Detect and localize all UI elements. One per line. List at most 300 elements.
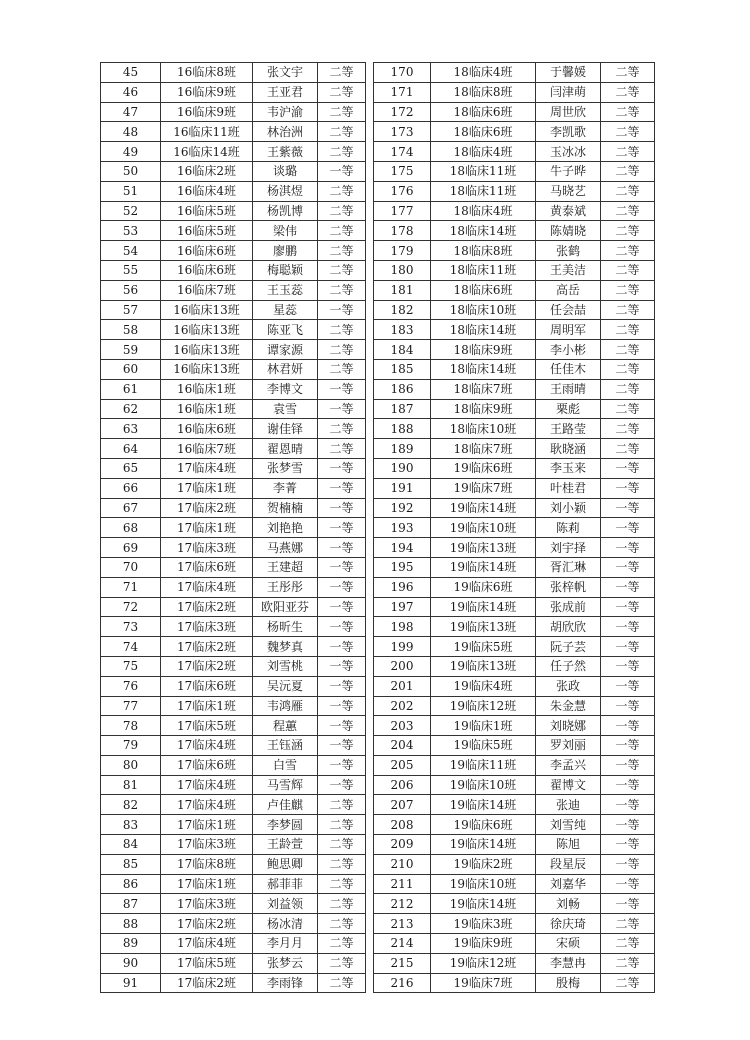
- cell-number: 186: [374, 379, 431, 399]
- cell-name: 周明军: [536, 320, 601, 340]
- cell-class: 18临床14班: [431, 359, 536, 379]
- cell-name: 任佳木: [536, 359, 601, 379]
- cell-class: 19临床12班: [431, 953, 536, 973]
- cell-class: 18临床6班: [431, 122, 536, 142]
- table-row: [374, 854, 655, 874]
- cell-award-level: 一等: [601, 736, 655, 756]
- cell-name: 李博文: [253, 379, 318, 399]
- cell-award-level: 一等: [601, 874, 655, 894]
- cell-class: 19临床14班: [431, 597, 536, 617]
- cell-award-level: 一等: [318, 577, 366, 597]
- cell-class: 17临床1班: [161, 478, 253, 498]
- table-row: [101, 201, 366, 221]
- cell-name: 任子然: [536, 656, 601, 676]
- table-row: [374, 656, 655, 676]
- cell-award-level: 一等: [318, 617, 366, 637]
- cell-name: 李梦圆: [253, 815, 318, 835]
- table-row: [374, 82, 655, 102]
- cell-award-level: 二等: [318, 122, 366, 142]
- cell-name: 王紫薇: [253, 142, 318, 162]
- cell-name: 张鹤: [536, 241, 601, 261]
- cell-award-level: 二等: [318, 82, 366, 102]
- table-row: [101, 775, 366, 795]
- table-row: [101, 835, 366, 855]
- cell-number: 83: [101, 815, 161, 835]
- cell-award-level: 一等: [318, 557, 366, 577]
- cell-name: 刘雪纯: [536, 815, 601, 835]
- cell-number: 195: [374, 557, 431, 577]
- cell-number: 171: [374, 82, 431, 102]
- cell-award-level: 二等: [601, 359, 655, 379]
- cell-award-level: 一等: [318, 775, 366, 795]
- cell-number: 72: [101, 597, 161, 617]
- cell-class: 18临床10班: [431, 419, 536, 439]
- cell-name: 任会喆: [536, 300, 601, 320]
- table-row: [101, 577, 366, 597]
- table-row: [374, 914, 655, 934]
- cell-number: 53: [101, 221, 161, 241]
- cell-class: 16临床5班: [161, 201, 253, 221]
- cell-class: 16临床6班: [161, 419, 253, 439]
- cell-award-level: 一等: [318, 676, 366, 696]
- table-row: [101, 934, 366, 954]
- cell-class: 17临床3班: [161, 617, 253, 637]
- cell-number: 177: [374, 201, 431, 221]
- cell-award-level: 二等: [601, 914, 655, 934]
- cell-award-level: 二等: [318, 835, 366, 855]
- cell-name: 刘畅: [536, 894, 601, 914]
- cell-class: 19临床6班: [431, 458, 536, 478]
- cell-number: 216: [374, 973, 431, 993]
- cell-award-level: 一等: [318, 656, 366, 676]
- cell-number: 69: [101, 538, 161, 558]
- cell-award-level: 二等: [601, 340, 655, 360]
- cell-award-level: 二等: [318, 439, 366, 459]
- cell-class: 19临床14班: [431, 795, 536, 815]
- table-row: [101, 597, 366, 617]
- cell-name: 栗彪: [536, 399, 601, 419]
- cell-number: 64: [101, 439, 161, 459]
- cell-name: 白雪: [253, 755, 318, 775]
- cell-award-level: 二等: [318, 419, 366, 439]
- table-row: [374, 934, 655, 954]
- cell-number: 213: [374, 914, 431, 934]
- table-row: [374, 775, 655, 795]
- table-row: [101, 320, 366, 340]
- cell-award-level: 二等: [318, 320, 366, 340]
- table-row: [101, 736, 366, 756]
- cell-name: 张政: [536, 676, 601, 696]
- cell-name: 朱金慧: [536, 696, 601, 716]
- cell-class: 16临床8班: [161, 63, 253, 83]
- cell-number: 191: [374, 478, 431, 498]
- cell-number: 74: [101, 637, 161, 657]
- table-row: [101, 122, 366, 142]
- cell-number: 184: [374, 340, 431, 360]
- cell-award-level: 一等: [601, 696, 655, 716]
- cell-class: 17临床1班: [161, 696, 253, 716]
- cell-name: 林治洲: [253, 122, 318, 142]
- cell-class: 19临床5班: [431, 736, 536, 756]
- cell-number: 60: [101, 359, 161, 379]
- cell-class: 17临床2班: [161, 914, 253, 934]
- cell-name: 刘艳艳: [253, 518, 318, 538]
- cell-number: 57: [101, 300, 161, 320]
- cell-class: 18临床11班: [431, 260, 536, 280]
- cell-number: 204: [374, 736, 431, 756]
- cell-name: 王亚君: [253, 82, 318, 102]
- cell-number: 187: [374, 399, 431, 419]
- cell-number: 63: [101, 419, 161, 439]
- cell-award-level: 二等: [601, 934, 655, 954]
- cell-award-level: 一等: [318, 538, 366, 558]
- table-row: [374, 597, 655, 617]
- table-row: [374, 874, 655, 894]
- cell-class: 19临床10班: [431, 518, 536, 538]
- cell-class: 18临床8班: [431, 241, 536, 261]
- table-row: [374, 577, 655, 597]
- cell-class: 17临床2班: [161, 656, 253, 676]
- table-row: [374, 260, 655, 280]
- cell-class: 17临床3班: [161, 835, 253, 855]
- cell-name: 耿晓涵: [536, 439, 601, 459]
- table-row: [101, 458, 366, 478]
- cell-name: 梅聪颖: [253, 260, 318, 280]
- cell-award-level: 二等: [601, 280, 655, 300]
- cell-name: 周世欣: [536, 102, 601, 122]
- cell-class: 19临床14班: [431, 557, 536, 577]
- cell-number: 196: [374, 577, 431, 597]
- cell-award-level: 一等: [318, 399, 366, 419]
- cell-name: 刘嘉华: [536, 874, 601, 894]
- cell-award-level: 一等: [601, 716, 655, 736]
- cell-number: 209: [374, 835, 431, 855]
- cell-award-level: 二等: [318, 815, 366, 835]
- cell-award-level: 二等: [601, 320, 655, 340]
- table-row: [101, 894, 366, 914]
- cell-name: 杨昕生: [253, 617, 318, 637]
- cell-class: 18临床4班: [431, 201, 536, 221]
- cell-award-level: 二等: [601, 201, 655, 221]
- cell-class: 18临床6班: [431, 102, 536, 122]
- table-row: [101, 637, 366, 657]
- cell-name: 鲍思卿: [253, 854, 318, 874]
- cell-name: 梁伟: [253, 221, 318, 241]
- cell-name: 李菁: [253, 478, 318, 498]
- cell-award-level: 一等: [601, 617, 655, 637]
- cell-name: 李慧冉: [536, 953, 601, 973]
- table-row: [101, 518, 366, 538]
- cell-award-level: 二等: [601, 973, 655, 993]
- cell-number: 200: [374, 656, 431, 676]
- cell-award-level: 二等: [601, 142, 655, 162]
- cell-award-level: 一等: [318, 696, 366, 716]
- cell-name: 黄泰斌: [536, 201, 601, 221]
- table-row: [101, 439, 366, 459]
- cell-number: 192: [374, 498, 431, 518]
- cell-name: 魏梦真: [253, 637, 318, 657]
- cell-award-level: 一等: [318, 161, 366, 181]
- table-row: [374, 617, 655, 637]
- left-award-table: [100, 62, 366, 993]
- cell-name: 王雨晴: [536, 379, 601, 399]
- cell-number: 211: [374, 874, 431, 894]
- cell-class: 17临床4班: [161, 458, 253, 478]
- cell-class: 16临床11班: [161, 122, 253, 142]
- cell-number: 190: [374, 458, 431, 478]
- cell-name: 王彤彤: [253, 577, 318, 597]
- cell-class: 16临床1班: [161, 399, 253, 419]
- cell-number: 214: [374, 934, 431, 954]
- cell-class: 17临床6班: [161, 676, 253, 696]
- cell-name: 杨冰清: [253, 914, 318, 934]
- cell-class: 18临床8班: [431, 82, 536, 102]
- table-row: [374, 676, 655, 696]
- table-row: [101, 181, 366, 201]
- cell-name: 谭家源: [253, 340, 318, 360]
- cell-award-level: 一等: [601, 755, 655, 775]
- cell-award-level: 二等: [601, 379, 655, 399]
- cell-class: 19临床14班: [431, 894, 536, 914]
- cell-number: 62: [101, 399, 161, 419]
- cell-name: 李孟兴: [536, 755, 601, 775]
- cell-class: 18临床4班: [431, 63, 536, 83]
- cell-number: 70: [101, 557, 161, 577]
- cell-award-level: 二等: [601, 122, 655, 142]
- cell-award-level: 二等: [318, 973, 366, 993]
- cell-class: 17临床4班: [161, 934, 253, 954]
- cell-class: 17临床8班: [161, 854, 253, 874]
- cell-class: 19临床6班: [431, 577, 536, 597]
- cell-name: 李凯歌: [536, 122, 601, 142]
- cell-award-level: 一等: [318, 379, 366, 399]
- cell-award-level: 一等: [318, 736, 366, 756]
- table-row: [101, 914, 366, 934]
- cell-class: 17临床5班: [161, 716, 253, 736]
- table-row: [374, 498, 655, 518]
- cell-class: 19临床13班: [431, 617, 536, 637]
- cell-award-level: 二等: [601, 161, 655, 181]
- cell-number: 48: [101, 122, 161, 142]
- table-row: [101, 538, 366, 558]
- cell-award-level: 二等: [601, 63, 655, 83]
- cell-award-level: 二等: [318, 181, 366, 201]
- cell-award-level: 一等: [318, 597, 366, 617]
- cell-award-level: 一等: [601, 835, 655, 855]
- cell-number: 65: [101, 458, 161, 478]
- cell-class: 19临床2班: [431, 854, 536, 874]
- cell-name: 宋硕: [536, 934, 601, 954]
- cell-name: 林君妍: [253, 359, 318, 379]
- cell-class: 19临床13班: [431, 538, 536, 558]
- cell-award-level: 二等: [318, 102, 366, 122]
- cell-class: 19临床12班: [431, 696, 536, 716]
- cell-award-level: 二等: [318, 934, 366, 954]
- cell-class: 17临床4班: [161, 736, 253, 756]
- cell-name: 王钰涵: [253, 736, 318, 756]
- cell-number: 185: [374, 359, 431, 379]
- cell-award-level: 二等: [318, 854, 366, 874]
- cell-class: 18临床14班: [431, 320, 536, 340]
- cell-class: 19临床6班: [431, 815, 536, 835]
- cell-number: 78: [101, 716, 161, 736]
- cell-number: 59: [101, 340, 161, 360]
- cell-class: 16临床2班: [161, 161, 253, 181]
- cell-class: 17临床2班: [161, 637, 253, 657]
- cell-number: 208: [374, 815, 431, 835]
- cell-class: 17临床1班: [161, 518, 253, 538]
- table-row: [374, 953, 655, 973]
- cell-number: 206: [374, 775, 431, 795]
- cell-award-level: 二等: [318, 795, 366, 815]
- table-row: [101, 617, 366, 637]
- cell-name: 陈亚飞: [253, 320, 318, 340]
- cell-name: 殷梅: [536, 973, 601, 993]
- cell-award-level: 一等: [601, 597, 655, 617]
- table-row: [101, 161, 366, 181]
- cell-class: 16临床6班: [161, 241, 253, 261]
- cell-award-level: 二等: [318, 359, 366, 379]
- cell-award-level: 二等: [601, 260, 655, 280]
- cell-number: 77: [101, 696, 161, 716]
- cell-number: 173: [374, 122, 431, 142]
- cell-class: 18临床10班: [431, 300, 536, 320]
- cell-number: 180: [374, 260, 431, 280]
- cell-class: 19临床10班: [431, 775, 536, 795]
- cell-class: 16临床14班: [161, 142, 253, 162]
- cell-name: 杨凯博: [253, 201, 318, 221]
- table-row: [374, 795, 655, 815]
- cell-class: 16临床7班: [161, 280, 253, 300]
- cell-name: 罗刘丽: [536, 736, 601, 756]
- cell-name: 王玉蕊: [253, 280, 318, 300]
- table-row: [374, 201, 655, 221]
- cell-class: 16临床13班: [161, 359, 253, 379]
- cell-name: 玉冰冰: [536, 142, 601, 162]
- table-row: [101, 399, 366, 419]
- table-row: [101, 359, 366, 379]
- cell-class: 18临床14班: [431, 221, 536, 241]
- cell-number: 170: [374, 63, 431, 83]
- cell-number: 199: [374, 637, 431, 657]
- cell-name: 张梦云: [253, 953, 318, 973]
- table-row: [374, 458, 655, 478]
- cell-class: 18临床4班: [431, 142, 536, 162]
- cell-award-level: 一等: [601, 854, 655, 874]
- cell-name: 翟恩晴: [253, 439, 318, 459]
- cell-number: 179: [374, 241, 431, 261]
- table-row: [374, 439, 655, 459]
- cell-award-level: 二等: [318, 142, 366, 162]
- cell-class: 19临床1班: [431, 716, 536, 736]
- cell-name: 袁雪: [253, 399, 318, 419]
- table-row: [374, 142, 655, 162]
- table-row: [374, 557, 655, 577]
- cell-name: 谢佳铎: [253, 419, 318, 439]
- cell-number: 194: [374, 538, 431, 558]
- table-row: [101, 63, 366, 83]
- cell-class: 19临床10班: [431, 874, 536, 894]
- cell-name: 李玉来: [536, 458, 601, 478]
- table-row: [101, 696, 366, 716]
- cell-award-level: 一等: [601, 775, 655, 795]
- table-row: [101, 557, 366, 577]
- cell-class: 17临床2班: [161, 597, 253, 617]
- table-row: [374, 102, 655, 122]
- cell-name: 王美洁: [536, 260, 601, 280]
- cell-name: 胡欣欣: [536, 617, 601, 637]
- cell-number: 86: [101, 874, 161, 894]
- cell-award-level: 一等: [601, 676, 655, 696]
- cell-class: 17临床2班: [161, 498, 253, 518]
- cell-name: 闫津萌: [536, 82, 601, 102]
- cell-name: 高岳: [536, 280, 601, 300]
- cell-award-level: 一等: [601, 538, 655, 558]
- cell-award-level: 一等: [601, 478, 655, 498]
- cell-award-level: 一等: [318, 300, 366, 320]
- cell-number: 56: [101, 280, 161, 300]
- cell-name: 马晓艺: [536, 181, 601, 201]
- cell-name: 张成前: [536, 597, 601, 617]
- cell-name: 贺楠楠: [253, 498, 318, 518]
- cell-class: 17临床1班: [161, 874, 253, 894]
- table-row: [101, 716, 366, 736]
- cell-number: 73: [101, 617, 161, 637]
- cell-number: 201: [374, 676, 431, 696]
- cell-award-level: 二等: [601, 953, 655, 973]
- cell-number: 178: [374, 221, 431, 241]
- cell-award-level: 一等: [318, 755, 366, 775]
- cell-name: 廖鹏: [253, 241, 318, 261]
- cell-class: 19临床7班: [431, 973, 536, 993]
- table-row: [374, 894, 655, 914]
- table-row: [374, 755, 655, 775]
- table-row: [374, 736, 655, 756]
- cell-number: 80: [101, 755, 161, 775]
- cell-award-level: 一等: [318, 518, 366, 538]
- table-row: [374, 538, 655, 558]
- cell-number: 89: [101, 934, 161, 954]
- cell-class: 18临床7班: [431, 439, 536, 459]
- cell-number: 45: [101, 63, 161, 83]
- cell-award-level: 一等: [318, 498, 366, 518]
- cell-award-level: 二等: [318, 340, 366, 360]
- cell-class: 19临床3班: [431, 914, 536, 934]
- cell-name: 胥汇琳: [536, 557, 601, 577]
- table-row: [374, 379, 655, 399]
- table-row: [101, 102, 366, 122]
- cell-number: 210: [374, 854, 431, 874]
- table-row: [374, 181, 655, 201]
- cell-class: 19临床9班: [431, 934, 536, 954]
- cell-class: 18临床9班: [431, 340, 536, 360]
- table-row: [374, 478, 655, 498]
- table-row: [374, 716, 655, 736]
- cell-award-level: 一等: [601, 815, 655, 835]
- cell-class: 19临床4班: [431, 676, 536, 696]
- cell-name: 张梦雪: [253, 458, 318, 478]
- cell-number: 198: [374, 617, 431, 637]
- cell-class: 16临床13班: [161, 340, 253, 360]
- cell-number: 183: [374, 320, 431, 340]
- table-row: [101, 498, 366, 518]
- table-row: [374, 241, 655, 261]
- table-row: [101, 755, 366, 775]
- cell-award-level: 二等: [601, 241, 655, 261]
- cell-number: 189: [374, 439, 431, 459]
- table-row: [101, 82, 366, 102]
- cell-name: 刘小颖: [536, 498, 601, 518]
